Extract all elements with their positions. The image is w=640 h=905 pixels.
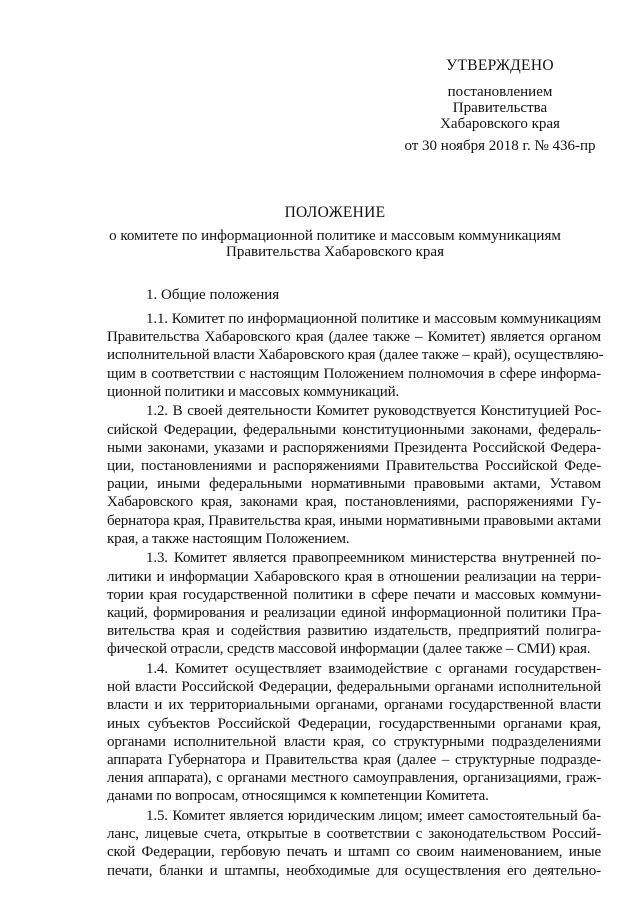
- paragraph-line: аппарата Губернатора и Правительства края (далее – структурные подразде-: [107, 752, 601, 769]
- paragraph-line: ланс, лицевые счета, открытые в соответствии с законодательством Россий-: [107, 826, 601, 843]
- document-header: [70, 205, 600, 260]
- paragraph-line: 1.5. Комитет является юридическим лицом; имеет самостоятельный ба-: [146, 808, 601, 825]
- paragraph-line: 1.1. Комитет по информационной политике и массовым коммуникациям: [146, 311, 601, 327]
- paragraph-line: каций, формирования и реализации единой информационной политики Пра-: [107, 605, 601, 622]
- approval-stamp: [395, 58, 605, 154]
- approval-line: Правительства: [452, 100, 548, 116]
- paragraph-line: власти и их территориальными органами, органами государственной власти: [107, 697, 601, 714]
- document-body: [107, 310, 604, 881]
- paragraph-line: ления аппарата), с органами местного самоуправления, организациями, граж-: [107, 770, 601, 787]
- paragraph: [107, 310, 604, 401]
- paragraph-line: бернатора края, Правительства края, иными нормативными правовыми актами: [107, 512, 601, 529]
- document-subtitle-line: Правительства Хабаровского края: [226, 244, 444, 260]
- paragraph-line: рации, иными федеральными нормативными правовыми актами, Уставом: [107, 476, 601, 493]
- paragraph-line: исполнительной власти Хабаровского края (далее также – край), осуществляю-: [107, 347, 604, 364]
- section-heading: 1. Общие положения: [146, 287, 280, 303]
- paragraph-line: органами исполнительной власти края, со структурными подразделениями: [107, 733, 601, 750]
- paragraph-line: 1.4. Комитет осуществляет взаимодействие с органами государствен-: [146, 661, 601, 678]
- paragraph: [107, 549, 601, 658]
- paragraph-line: 1.3. Комитет является правопреемником министерства внутренней по-: [146, 550, 601, 567]
- paragraph: [107, 402, 601, 548]
- paragraph-line: ной власти Российской Федерации, федеральными органами исполнительной: [107, 679, 601, 696]
- paragraph-line: Хабаровского края, законами края, постановлениями, распоряжениями Гу-: [107, 494, 601, 511]
- document-subtitle-line: о комитете по информационной политике и массовым коммуникациям: [109, 228, 561, 244]
- paragraph-line: ции, постановлениями и распоряжениями Правительства Российской Феде-: [107, 458, 601, 475]
- paragraph-line: щим в соответствии с настоящим Положением полномочия в сфере информа-: [107, 365, 601, 382]
- paragraph-line: ными законами, указами и распоряжениями Президента Российской Федера-: [107, 439, 601, 456]
- approved-label: УТВЕРЖДЕНО: [446, 57, 554, 74]
- paragraph-line: тории края государственной политики в сфере печати и массовых коммуни-: [107, 586, 601, 603]
- approval-line: Хабаровского края: [440, 116, 560, 132]
- paragraph-line: литики и информации Хабаровского края в отношении реализации на терри-: [107, 568, 601, 585]
- document-title: ПОЛОЖЕНИЕ: [284, 204, 386, 221]
- approval-line: постановлением: [447, 84, 553, 100]
- paragraph-line: Правительства Хабаровского края (далее также – Комитет) является органом: [107, 329, 601, 346]
- paragraph-line: данами по вопросам, относящимся к компетенции Комитета.: [107, 788, 489, 805]
- paragraph-line: сийской Федерации, федеральными конституционными законами, федераль-: [107, 421, 601, 438]
- paragraph-line: иных субъектов Российской Федерации, государственными органами края,: [107, 715, 601, 732]
- paragraph: [107, 807, 601, 880]
- paragraph-line: фической отрасли, средств массовой информации (далее также – СМИ) края.: [107, 641, 591, 658]
- paragraph-line: печати, бланки и штампы, необходимые для осуществления его деятельно-: [107, 862, 601, 879]
- paragraph-line: вительства края и содействия развитию издательств, предприятий полигра-: [107, 623, 601, 640]
- paragraph-line: ционной политики и массовых коммуникаций.: [107, 383, 400, 400]
- paragraph: [107, 660, 601, 806]
- paragraph-line: 1.2. В своей деятельности Комитет руководствуется Конституцией Рос-: [146, 403, 601, 420]
- paragraph-line: ской Федерации, гербовую печать и штамп со своим наименованием, иные: [107, 844, 601, 861]
- approval-date: от 30 ноября 2018 г. № 436-пр: [404, 138, 596, 154]
- paragraph-line: края, а также настоящим Положением.: [107, 530, 350, 547]
